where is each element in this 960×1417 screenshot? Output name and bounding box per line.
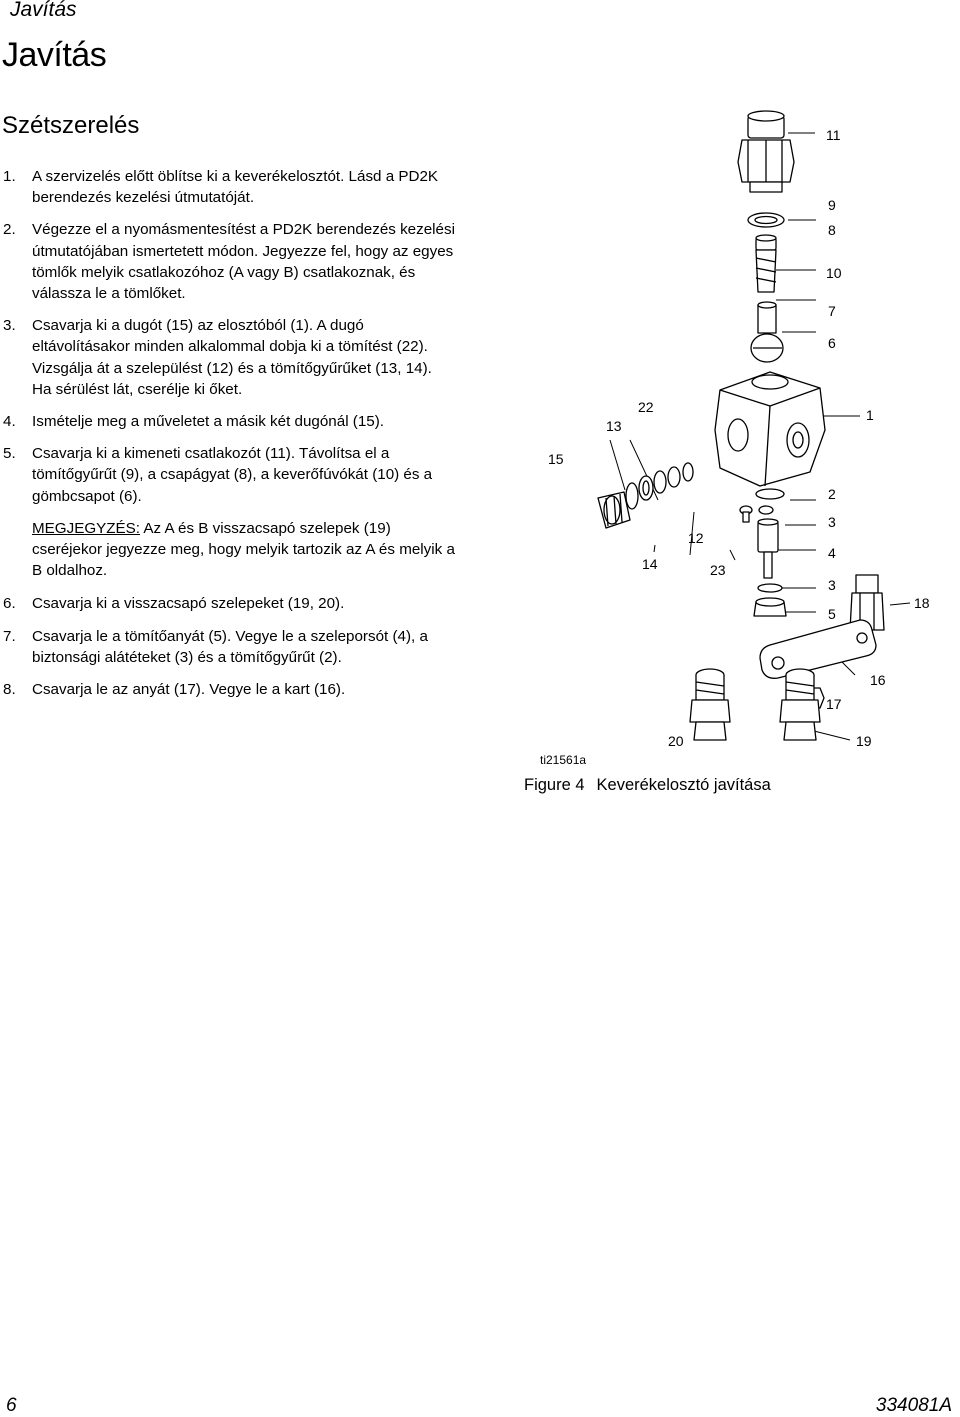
step-text: Végezze el a nyomásmentesítést a PD2K berendezés kezelési útmutatójában ismertetett módon. Jegyezze fel, hogy az egyes tömlők melyik csatlakozóhoz (A vagy B) csatlakoznak, és válassza le a tömlőket.	[32, 221, 455, 303]
callout-9: 9	[828, 197, 836, 213]
note-label: MEGJEGYZÉS:	[32, 519, 141, 537]
step-text: Csavarja ki a dugót (15) az elosztóból (1). A dugó eltávolításakor minden alkalommal dobja ki a tömítést (22). Vizsgálja át a szelepülést (12) és a tömítőgyűrűket (13, 14). Ha sérülést lát, cserélje ki őket.	[32, 317, 432, 398]
check-valve-part	[780, 669, 820, 740]
bearing-part	[756, 235, 776, 250]
step-8	[3, 679, 455, 700]
callout-5: 5	[828, 606, 836, 622]
callout-6: 6	[828, 335, 836, 351]
document-number: 334081A	[875, 1395, 952, 1416]
step-6	[3, 593, 455, 614]
callout-4: 4	[828, 545, 836, 561]
outlet-fitting-part	[738, 111, 794, 192]
step-text: Csavarja ki a visszacsapó szelepeket (19, 20).	[32, 595, 345, 613]
step-number: 3.	[3, 317, 16, 335]
exploded-view-drawing	[520, 100, 960, 820]
o-ring-part	[668, 467, 680, 487]
step-4	[3, 411, 455, 432]
o-ring-part	[683, 463, 693, 481]
check-valve-part	[690, 669, 730, 740]
o-ring-part	[755, 217, 777, 224]
callout-22: 22	[638, 399, 654, 415]
disassembly-steps	[3, 166, 455, 711]
step-7	[3, 626, 455, 668]
step-number: 7.	[3, 627, 16, 645]
callout-14: 14	[642, 556, 658, 572]
step-number: 1.	[3, 168, 16, 185]
figure-caption	[524, 776, 771, 795]
callout-3-upper: 3	[828, 514, 836, 530]
exploded-view-figure	[520, 100, 960, 820]
step-text: Ismételje meg a műveletet a másik két dugónál (15).	[32, 413, 385, 431]
page-title: Javítás	[2, 36, 107, 74]
callout-10: 10	[826, 265, 842, 281]
valve-seat-part	[654, 471, 666, 493]
ball-valve-part	[751, 302, 783, 362]
note-text: Az A és B visszacsapó szelepek (19) cseréjekor jegyezze meg, hogy melyik tartozik az A és melyik a B oldalhoz.	[32, 519, 455, 580]
callout-17: 17	[826, 696, 842, 712]
callout-1: 1	[866, 407, 874, 423]
callout-15: 15	[548, 451, 564, 467]
step-2	[3, 219, 455, 304]
drawing-id: ti21561a	[540, 753, 587, 767]
callout-13: 13	[606, 418, 622, 434]
o-ring-part	[756, 489, 784, 499]
step-3	[3, 315, 455, 400]
page-number: 6	[6, 1395, 17, 1416]
callout-7: 7	[828, 303, 836, 319]
note	[32, 518, 455, 582]
section-title: Szétszerelés	[2, 112, 140, 139]
lever-part	[760, 620, 876, 678]
plug-part	[598, 492, 630, 528]
step-text: Csavarja le a tömítőanyát (5). Vegye le a szeleporsót (4), a biztonsági alátéteket (3) és a tömítőgyűrűt (2).	[32, 627, 428, 666]
step-1	[3, 166, 455, 208]
callout-3-lower: 3	[828, 577, 836, 593]
step-number: 6.	[3, 595, 16, 613]
callout-2: 2	[828, 486, 836, 502]
packing-nut-part	[754, 598, 786, 616]
figure-caption-text: Keverékelosztó javítása	[596, 776, 771, 794]
step-text: Csavarja ki a kimeneti csatlakozót (11). Távolítsa el a tömítőgyűrűt (9), a csapágyat (8), a keverőfúvókát (10) és a gömbcsapot (6).	[32, 445, 433, 505]
running-header: Javítás	[10, 0, 77, 21]
callout-11: 11	[826, 127, 841, 143]
callout-19: 19	[856, 733, 872, 749]
step-number: 5.	[3, 445, 16, 463]
o-ring-part	[643, 481, 649, 495]
gasket-part	[626, 483, 638, 509]
safety-washer-part	[759, 506, 773, 514]
safety-washer-part	[758, 584, 782, 592]
callout-18: 18	[914, 595, 930, 611]
step-number: 4.	[3, 413, 16, 431]
step-text: Csavarja le az anyát (17). Vegye le a kart (16).	[32, 681, 346, 699]
callout-20: 20	[668, 733, 684, 749]
step-number: 2.	[3, 221, 16, 239]
callout-16: 16	[870, 672, 886, 688]
callout-23: 23	[710, 562, 726, 578]
callout-12: 12	[688, 530, 704, 546]
valve-stem-part	[758, 519, 778, 578]
step-5	[3, 443, 455, 507]
manifold-body-part	[715, 372, 825, 486]
screw-part	[740, 506, 752, 522]
step-number: 8.	[3, 681, 16, 699]
callout-8: 8	[828, 222, 836, 238]
figure-label: Figure 4	[524, 776, 585, 794]
mix-nozzle-part	[756, 250, 776, 292]
step-text: A szervizelés előtt öblítse ki a keverékelosztót. Lásd a PD2K berendezés kezelési útmutatóját.	[32, 168, 439, 207]
